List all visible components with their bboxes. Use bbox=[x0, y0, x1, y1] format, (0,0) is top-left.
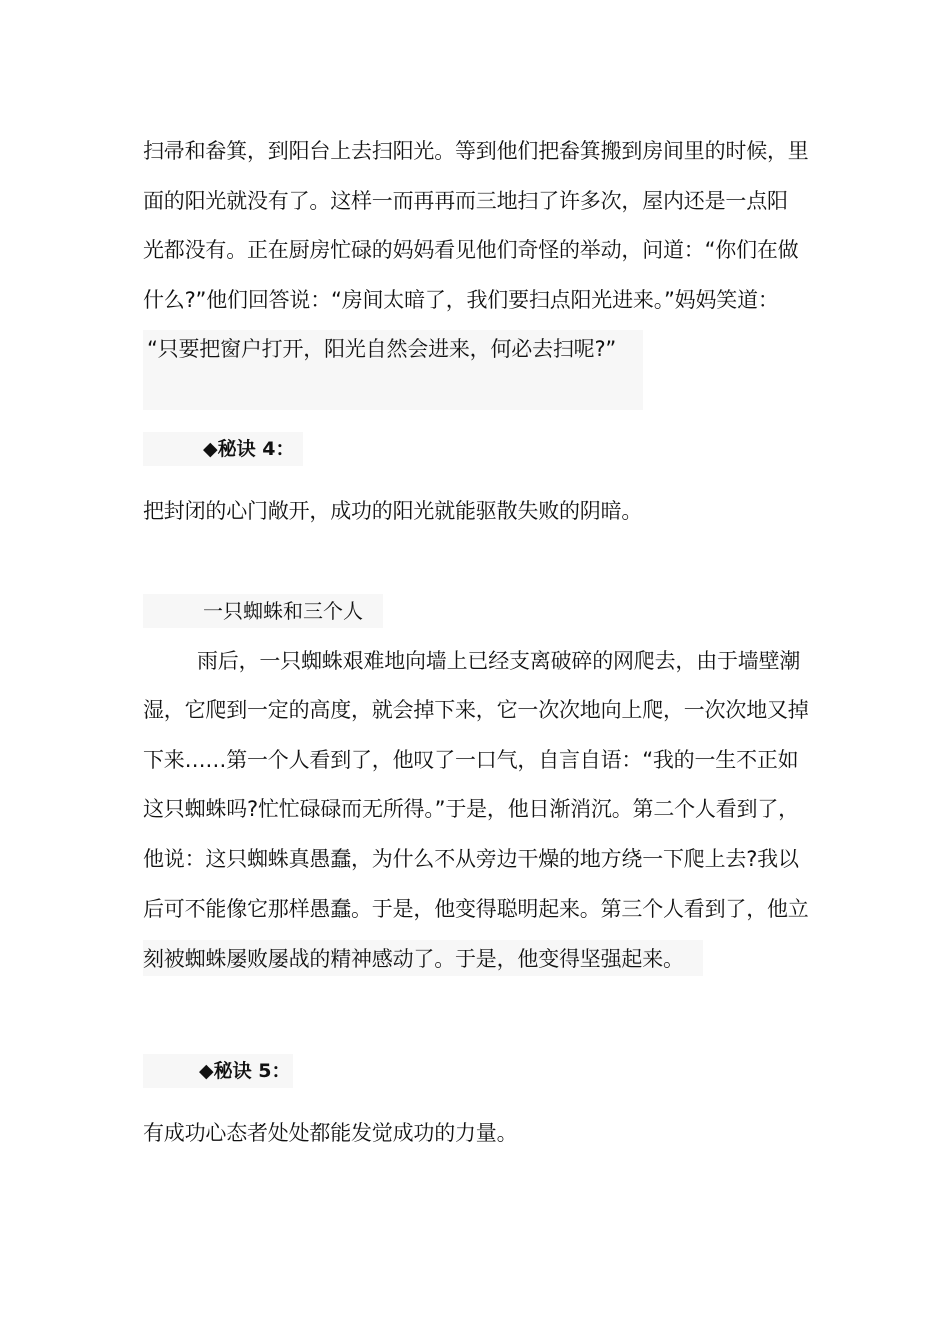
story1-line-1: 扫帚和畚箕，到阳台上去扫阳光。等到他们把畚箕搬到房间里的时候，里 bbox=[143, 139, 809, 163]
story1-line-4: 什么?”他们回答说：“房间太暗了，我们要扫点阳光进来。”妈妈笑道： bbox=[143, 288, 779, 312]
secret4-text: 把封闭的心门敞开，成功的阳光就能驱散失败的阴暗。 bbox=[143, 499, 643, 523]
story2-line-1: 雨后，一只蜘蛛艰难地向墙上已经支离破碎的网爬去，由于墙壁潮 bbox=[197, 649, 801, 673]
story2-line-7: 刻被蜘蛛屡败屡战的精神感动了。于是，他变得坚强起来。 bbox=[143, 947, 684, 971]
story2-line-4: 这只蜘蛛吗?忙忙碌碌而无所得。”于是，他日渐消沉。第二个人看到了， bbox=[143, 797, 799, 821]
story1-line-5: “只要把窗户打开，阳光自然会进来，何必去扫呢?” bbox=[147, 337, 617, 361]
story2-line-5: 他说：这只蜘蛛真愚蠢，为什么不从旁边干燥的地方绕一下爬上去?我以 bbox=[143, 847, 799, 871]
secret5-text: 有成功心态者处处都能发觉成功的力量。 bbox=[143, 1121, 518, 1145]
story2-title: 一只蜘蛛和三个人 bbox=[203, 599, 363, 623]
secret4-heading: ◆秘诀 4： bbox=[203, 438, 295, 460]
story1-line-3: 光都没有。正在厨房忙碌的妈妈看见他们奇怪的举动，问道：“你们在做 bbox=[143, 238, 799, 262]
story2-line-6: 后可不能像它那样愚蠢。于是，他变得聪明起来。第三个人看到了，他立 bbox=[143, 897, 809, 921]
story2-line-3: 下来……第一个人看到了，他叹了一口气，自言自语：“我的一生不正如 bbox=[143, 748, 799, 772]
story1-line-2: 面的阳光就没有了。这样一而再再而三地扫了许多次，屋内还是一点阳 bbox=[143, 189, 788, 213]
story2-line-2: 湿，它爬到一定的高度，就会掉下来，它一次次地向上爬，一次次地又掉 bbox=[143, 698, 809, 722]
secret5-heading: ◆秘诀 5： bbox=[199, 1060, 291, 1082]
